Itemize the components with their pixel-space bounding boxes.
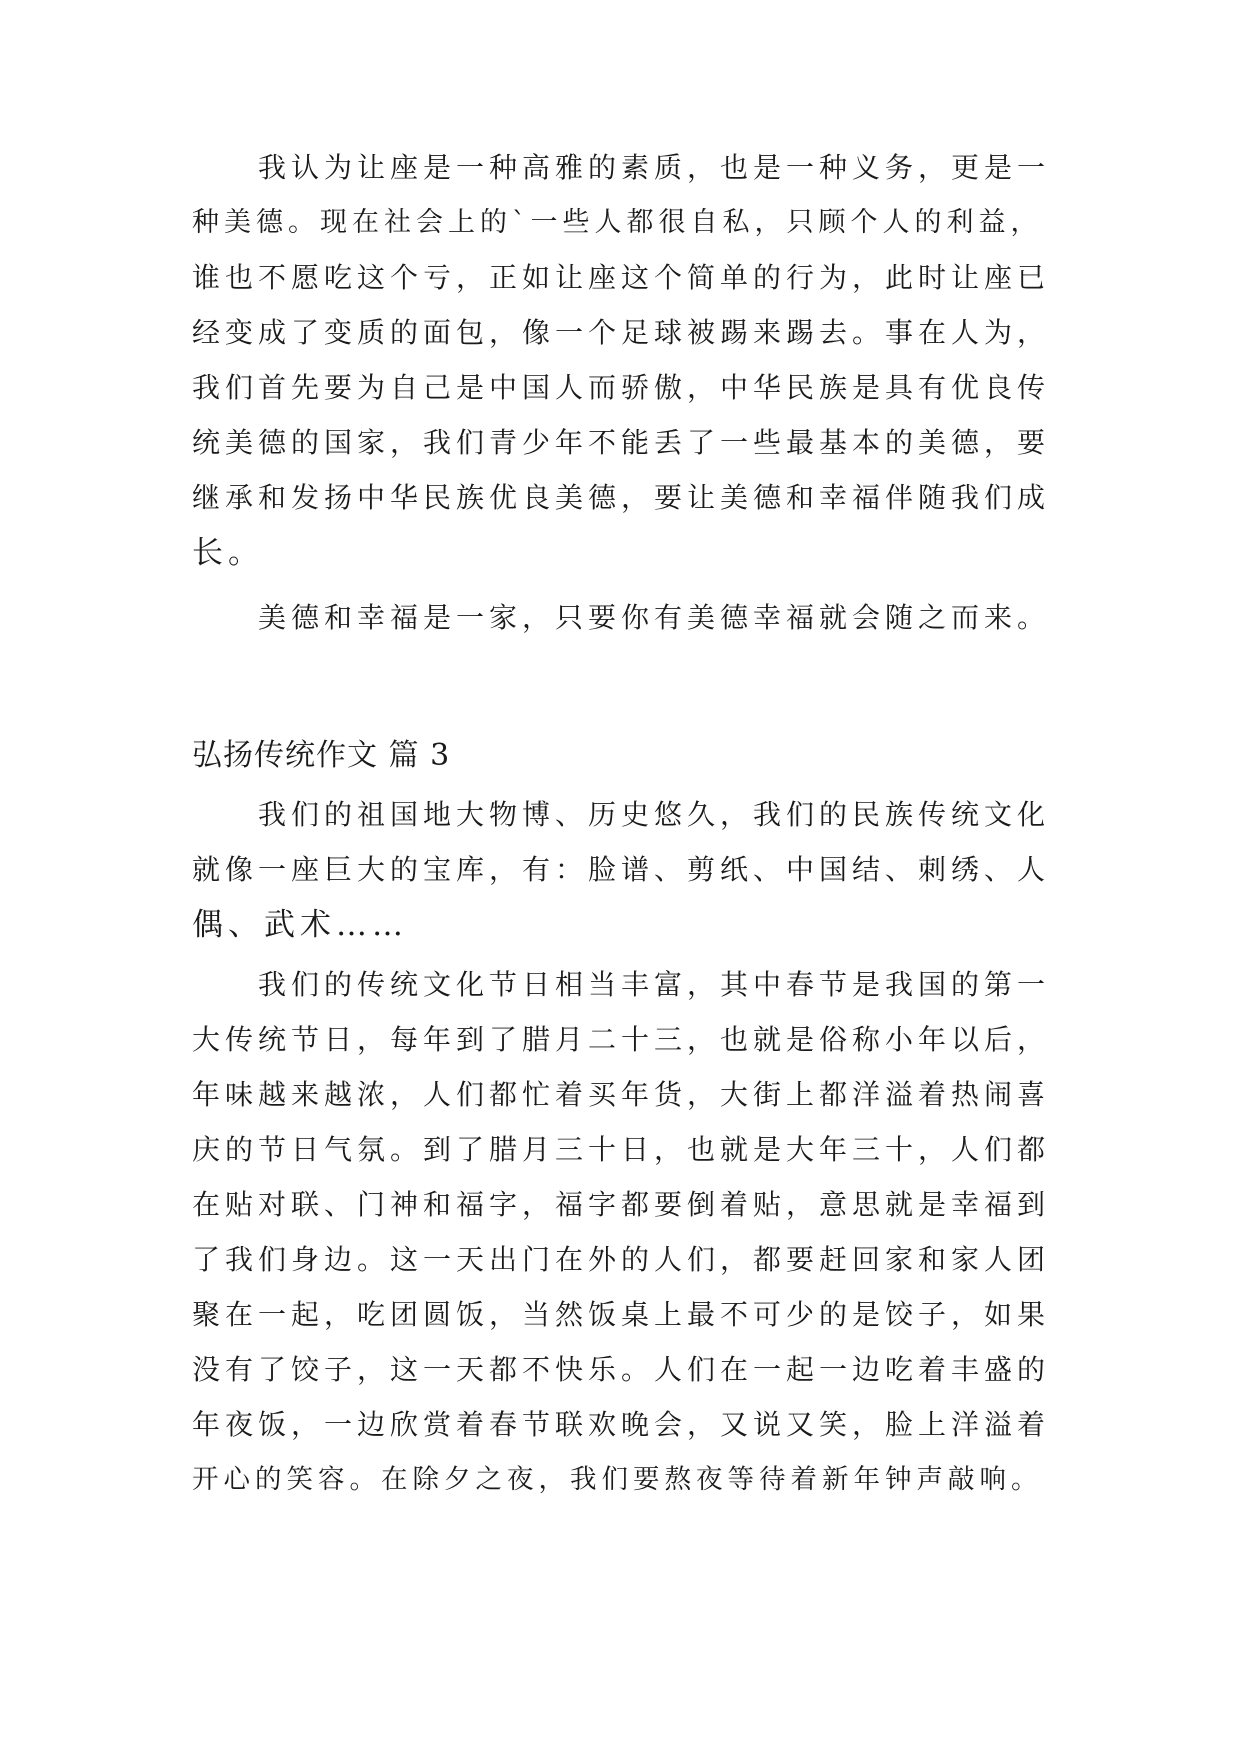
paragraph-line: 谁也不愿吃这个亏，正如让座这个简单的行为，此时让座已 bbox=[192, 261, 1051, 294]
paragraph-line: 了我们身边。这一天出门在外的人们，都要赶回家和家人团 bbox=[192, 1243, 1051, 1276]
paragraph-line: 种美德。现在社会上的`一些人都很自私，只顾个人的利益， bbox=[192, 207, 1043, 238]
paragraph-line: 庆的节日气氛。到了腊月三十日，也就是大年三十，人们都 bbox=[192, 1133, 1051, 1166]
paragraph-line: 没有了饺子，这一天都不快乐。人们在一起一边吃着丰盛的 bbox=[192, 1353, 1051, 1386]
paragraph-line: 我们首先要为自己是中国人而骄傲，中华民族是具有优良传 bbox=[192, 371, 1051, 404]
paragraph-line: 经变成了变质的面包，像一个足球被踢来踢去。事在人为， bbox=[192, 316, 1051, 349]
paragraph-line: 偶、武术…… bbox=[192, 907, 408, 943]
paragraph-line: 继承和发扬中华民族优良美德，要让美德和幸福伴随我们成 bbox=[192, 481, 1051, 514]
paragraph-line: 我认为让座是一种高雅的素质，也是一种义务，更是一 bbox=[258, 151, 1051, 184]
paragraph-line: 开心的笑容。在除夕之夜，我们要熬夜等待着新年钟声敲响。 bbox=[192, 1464, 1043, 1495]
section-heading: 弘扬传统作文 篇 3 bbox=[192, 738, 451, 773]
paragraph-line: 我们的祖国地大物博、历史悠久，我们的民族传统文化 bbox=[258, 798, 1051, 831]
paragraph-line: 大传统节日，每年到了腊月二十三，也就是俗称小年以后， bbox=[192, 1023, 1051, 1056]
paragraph-line: 年夜饭，一边欣赏着春节联欢晚会，又说又笑，脸上洋溢着 bbox=[192, 1408, 1051, 1441]
paragraph-line: 在贴对联、门神和福字，福字都要倒着贴，意思就是幸福到 bbox=[192, 1188, 1051, 1221]
paragraph-line: 统美德的国家，我们青少年不能丢了一些最基本的美德，要 bbox=[192, 426, 1051, 459]
paragraph-line: 美德和幸福是一家，只要你有美德幸福就会随之而来。 bbox=[258, 601, 1051, 634]
paragraph-line: 长。 bbox=[192, 535, 264, 571]
paragraph-line: 年味越来越浓，人们都忙着买年货，大街上都洋溢着热闹喜 bbox=[192, 1078, 1051, 1111]
paragraph-line: 就像一座巨大的宝库，有：脸谱、剪纸、中国结、刺绣、人 bbox=[192, 853, 1051, 886]
paragraph-line: 聚在一起，吃团圆饭，当然饭桌上最不可少的是饺子，如果 bbox=[192, 1298, 1051, 1331]
paragraph-line: 我们的传统文化节日相当丰富，其中春节是我国的第一 bbox=[258, 968, 1051, 1001]
